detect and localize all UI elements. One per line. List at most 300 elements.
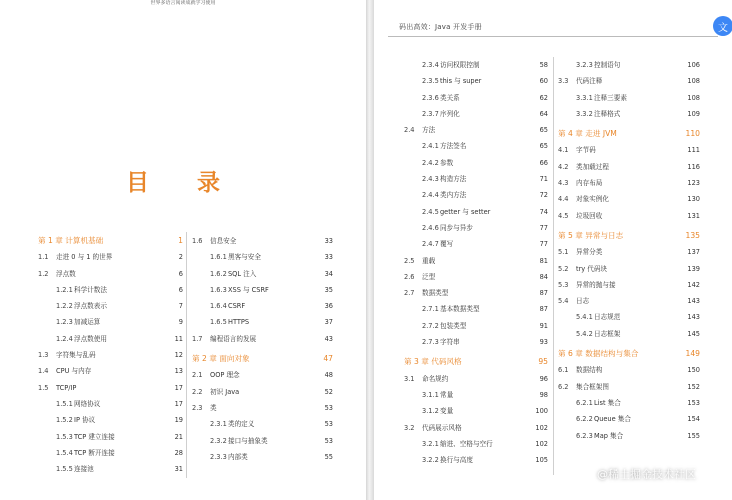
entry-title: 同步与异步 xyxy=(440,223,473,232)
entry-title: 第 6 章 数据结构与集合 xyxy=(558,349,639,359)
entry-title: 字节码 xyxy=(576,146,596,155)
toc-title: 目 录 xyxy=(125,169,240,196)
toc-entry[interactable] xyxy=(404,236,548,252)
page-number: 110 xyxy=(685,129,700,139)
page-number: 19 xyxy=(174,416,183,425)
page-number: 1 xyxy=(178,236,183,245)
toc-entry[interactable] xyxy=(558,362,700,378)
toc-entry[interactable] xyxy=(558,106,700,122)
page-number: 36 xyxy=(324,302,333,311)
entry-number: 1.6.3 xyxy=(210,285,227,294)
entry-number: 6.2.1 xyxy=(576,398,593,407)
right-page xyxy=(374,0,732,500)
page-number: 7 xyxy=(178,302,183,311)
page-number: 93 xyxy=(539,338,548,347)
toc-entry[interactable] xyxy=(192,266,333,282)
toc-entry[interactable] xyxy=(38,396,183,412)
entry-title: SQL 注入 xyxy=(228,269,257,278)
entry-number: 2.3.2 xyxy=(210,436,227,445)
entry-number: 1.2.3 xyxy=(56,318,73,327)
entry-title: 代码注释 xyxy=(576,77,603,86)
entry-title: 编程语言的发展 xyxy=(210,334,257,343)
entry-title: List 集合 xyxy=(594,398,621,407)
entry-title: 序列化 xyxy=(440,109,460,118)
entry-number: 6.2 xyxy=(558,382,569,391)
page-number: 11 xyxy=(174,334,183,343)
toc-entry[interactable] xyxy=(404,57,548,73)
page-number: 139 xyxy=(687,264,700,273)
page-number: 81 xyxy=(539,256,548,265)
column-divider xyxy=(186,232,187,478)
entry-title: 日志规范 xyxy=(594,313,621,322)
column-divider xyxy=(553,57,554,475)
toc-entry[interactable] xyxy=(558,73,700,89)
toc-entry[interactable] xyxy=(558,208,700,224)
entry-title: 网络协议 xyxy=(74,399,101,408)
page-number: 13 xyxy=(174,367,183,376)
entry-title: 垃圾回收 xyxy=(576,211,603,220)
entry-number: 1.5.1 xyxy=(56,399,73,408)
entry-title: 代码展示风格 xyxy=(422,423,462,432)
entry-title: 信息安全 xyxy=(210,237,237,245)
entry-number: 4.3 xyxy=(558,179,569,188)
page-number: 37 xyxy=(324,318,333,327)
page-number: 12 xyxy=(174,351,183,360)
page-number: 95 xyxy=(538,357,548,367)
toc-entry[interactable] xyxy=(404,171,548,187)
toc-entry[interactable] xyxy=(558,90,700,106)
entry-title: CSRF xyxy=(228,302,246,311)
toc-entry[interactable] xyxy=(404,420,548,436)
page-number: 149 xyxy=(685,349,700,359)
page-number: 108 xyxy=(687,77,700,86)
toc-entry[interactable] xyxy=(404,403,548,419)
entry-title: 构造方法 xyxy=(440,175,467,184)
page-number: 143 xyxy=(687,297,700,306)
entry-number: 5.4.2 xyxy=(576,329,593,338)
toc-entry[interactable] xyxy=(38,282,183,298)
page-number: 34 xyxy=(324,269,333,278)
toc-entry[interactable] xyxy=(192,367,333,383)
entry-title: Queue 集合 xyxy=(594,415,631,424)
page-number: 96 xyxy=(539,374,548,383)
entry-number: 3.1.1 xyxy=(422,390,439,399)
entry-number: 6.1 xyxy=(558,366,569,375)
entry-number: 3.1 xyxy=(404,374,415,383)
page-number: 123 xyxy=(687,179,700,188)
entry-number: 1.2.4 xyxy=(56,334,73,343)
page-number: 98 xyxy=(539,390,548,399)
toc-entry[interactable] xyxy=(38,461,183,477)
entry-title: 连接池 xyxy=(74,465,94,474)
entry-title: TCP 断开连接 xyxy=(74,448,115,457)
toc-entry[interactable] xyxy=(558,277,700,293)
toc-entry[interactable] xyxy=(404,122,548,138)
entry-number: 3.3.2 xyxy=(576,109,593,118)
page-number: 131 xyxy=(687,211,700,220)
toc-entry[interactable] xyxy=(38,380,183,396)
toc-entry[interactable] xyxy=(558,395,700,411)
page-number: 17 xyxy=(174,383,183,392)
page-number: 2 xyxy=(178,253,183,262)
toc-entry[interactable] xyxy=(404,334,548,350)
entry-number: 1.6.2 xyxy=(210,269,227,278)
entry-title: TCP/IP xyxy=(56,383,77,392)
page-number: 48 xyxy=(324,371,333,380)
entry-title: 类的定义 xyxy=(228,420,255,429)
toc-entry[interactable] xyxy=(404,187,548,203)
page-number: 154 xyxy=(687,415,700,424)
page-number: 60 xyxy=(539,77,548,86)
entry-title: OOP 理念 xyxy=(210,371,240,380)
page-number: 31 xyxy=(174,465,183,474)
entry-number: 2.4.6 xyxy=(422,223,439,232)
entry-number: 2.4.3 xyxy=(422,175,439,184)
entry-number: 2.3.7 xyxy=(422,109,439,118)
entry-title: 日志 xyxy=(576,297,590,306)
entry-title: 浮点数使用 xyxy=(74,334,107,343)
chapter-entry[interactable] xyxy=(38,233,183,249)
toc-entry[interactable] xyxy=(404,269,548,285)
top-watermark: 世界多语言阅读成就学习使用 xyxy=(150,0,216,6)
entry-number: 1.1 xyxy=(38,253,49,262)
entry-title: 缩进、空格与空行 xyxy=(440,439,493,448)
toc-entry[interactable] xyxy=(38,314,183,330)
toc-entry[interactable] xyxy=(38,429,183,445)
toc-entry[interactable] xyxy=(192,331,333,347)
entry-title: 类 xyxy=(210,403,217,412)
page-number: 65 xyxy=(539,142,548,151)
toc-entry[interactable] xyxy=(404,204,548,220)
entry-number: 2.3.4 xyxy=(422,61,439,69)
entry-title: 字符串 xyxy=(440,338,460,347)
toc-entry[interactable] xyxy=(192,400,333,416)
page-number: 130 xyxy=(687,195,700,204)
toc-entry[interactable] xyxy=(404,73,548,89)
entry-title: 类内方法 xyxy=(440,191,467,200)
toc-entry[interactable] xyxy=(38,347,183,363)
entry-number: 5.2 xyxy=(558,264,569,273)
page-number: 47 xyxy=(323,354,333,364)
page-number: 58 xyxy=(539,61,548,69)
entry-number: 3.1.2 xyxy=(422,407,439,416)
toc-entry[interactable] xyxy=(38,331,183,347)
toc-entry[interactable] xyxy=(192,433,333,449)
page-number: 9 xyxy=(178,318,183,327)
entry-number: 3.2 xyxy=(404,423,415,432)
entry-number: 2.3.5 xyxy=(422,77,439,86)
page-number: 102 xyxy=(535,439,548,448)
entry-number: 1.4 xyxy=(38,367,49,376)
entry-number: 1.6 xyxy=(192,237,203,245)
entry-number: 3.2.1 xyxy=(422,439,439,448)
entry-title: this 与 super xyxy=(440,77,482,86)
entry-number: 2.2 xyxy=(192,387,203,396)
toc-entry[interactable] xyxy=(558,326,700,342)
entry-title: 访问权限控制 xyxy=(440,61,480,69)
entry-number: 3.2.2 xyxy=(422,456,439,465)
toc-entry[interactable] xyxy=(558,379,700,395)
page-number: 35 xyxy=(324,285,333,294)
entry-title: try 代码块 xyxy=(576,264,608,273)
entry-title: 异常的抛与接 xyxy=(576,280,616,289)
toc-entry[interactable] xyxy=(404,90,548,106)
page-number: 84 xyxy=(539,272,548,281)
entry-title: 浮点数表示 xyxy=(74,302,107,311)
entry-title: CPU 与内存 xyxy=(56,367,92,376)
entry-number: 6.2.3 xyxy=(576,431,593,440)
entry-number: 5.4.1 xyxy=(576,313,593,322)
page-number: 111 xyxy=(687,146,700,155)
toc-entry[interactable] xyxy=(38,445,183,461)
entry-title: 方法签名 xyxy=(440,142,467,151)
entry-title: 科学计数法 xyxy=(74,285,107,294)
entry-number: 2.4.2 xyxy=(422,158,439,167)
entry-number: 2.4 xyxy=(404,126,415,135)
toc-entry[interactable] xyxy=(404,387,548,403)
toc-entry[interactable] xyxy=(38,266,183,282)
page-number: 143 xyxy=(687,313,700,322)
page-number: 6 xyxy=(178,269,183,278)
page-number: 142 xyxy=(687,280,700,289)
entry-title: HTTPS xyxy=(228,318,250,327)
entry-title: 走进 0 与 1 的世界 xyxy=(56,253,113,262)
entry-number: 3.3.1 xyxy=(576,93,593,102)
page-number: 6 xyxy=(178,285,183,294)
entry-title: 命名规约 xyxy=(422,374,449,383)
entry-number: 3.3 xyxy=(558,77,569,86)
entry-title: 包装类型 xyxy=(440,321,467,330)
page-number: 87 xyxy=(539,305,548,314)
entry-number: 2.3.3 xyxy=(210,452,227,461)
toc-entry[interactable] xyxy=(404,106,548,122)
toc-entry[interactable] xyxy=(192,282,333,298)
entry-number: 2.4.1 xyxy=(422,142,439,151)
page-number: 17 xyxy=(174,399,183,408)
chapter-entry[interactable] xyxy=(404,354,548,370)
entry-number: 5.1 xyxy=(558,248,569,257)
translate-icon[interactable]: 文 xyxy=(713,16,732,36)
entry-number: 2.3 xyxy=(192,403,203,412)
entry-title: 第 1 章 计算机基础 xyxy=(38,236,104,245)
page-number: 87 xyxy=(539,289,548,298)
entry-title: 浮点数 xyxy=(56,269,76,278)
entry-number: 1.6.4 xyxy=(210,302,227,311)
entry-number: 2.7.1 xyxy=(422,305,439,314)
page-number: 53 xyxy=(324,420,333,429)
entry-title: 方法 xyxy=(422,126,436,135)
toc-entry[interactable] xyxy=(558,309,700,325)
toc-entry[interactable] xyxy=(558,175,700,191)
toc-entry[interactable] xyxy=(558,261,700,277)
entry-title: 类关系 xyxy=(440,93,460,102)
entry-number: 1.5.4 xyxy=(56,448,73,457)
entry-title: 加减运算 xyxy=(74,318,101,327)
entry-title: 内存布局 xyxy=(576,179,603,188)
toc-entry[interactable] xyxy=(192,233,333,249)
toc-entry[interactable] xyxy=(192,298,333,314)
entry-number: 1.2.2 xyxy=(56,302,73,311)
entry-title: 类加载过程 xyxy=(576,162,609,171)
page-number: 105 xyxy=(535,456,548,465)
toc-entry[interactable] xyxy=(38,298,183,314)
entry-number: 3.2.3 xyxy=(576,61,593,69)
entry-title: 基本数据类型 xyxy=(440,305,480,314)
entry-title: 日志框架 xyxy=(594,329,621,338)
entry-title: 异常分类 xyxy=(576,248,603,257)
page-number: 153 xyxy=(687,398,700,407)
entry-title: 第 2 章 面向对象 xyxy=(192,354,250,364)
page-number: 77 xyxy=(539,223,548,232)
page-number: 77 xyxy=(539,240,548,249)
entry-number: 1.6.1 xyxy=(210,253,227,262)
entry-title: 变量 xyxy=(440,407,454,416)
entry-title: 控制语句 xyxy=(594,61,621,69)
entry-number: 4.2 xyxy=(558,162,569,171)
entry-number: 4.5 xyxy=(558,211,569,220)
entry-title: Map 集合 xyxy=(594,431,624,440)
toc-entry[interactable] xyxy=(192,314,333,330)
toc-entry[interactable] xyxy=(558,293,700,309)
running-header: 码出高效：Java 开发手册 xyxy=(399,23,482,31)
toc-entry[interactable] xyxy=(558,244,700,260)
chapter-entry[interactable] xyxy=(558,346,700,362)
entry-number: 6.2.2 xyxy=(576,415,593,424)
toc-entry[interactable] xyxy=(404,138,548,154)
entry-title: 常量 xyxy=(440,390,454,399)
toc-entry[interactable] xyxy=(558,142,700,158)
entry-title: 覆写 xyxy=(440,240,454,249)
toc-entry[interactable] xyxy=(38,363,183,379)
page-number: 135 xyxy=(685,230,700,240)
entry-number: 2.3.6 xyxy=(422,93,439,102)
toc-entry[interactable] xyxy=(404,301,548,317)
entry-title: 数据类型 xyxy=(422,289,449,298)
toc-entry[interactable] xyxy=(404,371,548,387)
toc-entry[interactable] xyxy=(38,412,183,428)
entry-title: 泛型 xyxy=(422,272,436,281)
page-number: 108 xyxy=(687,93,700,102)
entry-number: 1.2.1 xyxy=(56,285,73,294)
entry-number: 1.5 xyxy=(38,383,49,392)
page-number: 100 xyxy=(535,407,548,416)
entry-number: 1.7 xyxy=(192,334,203,343)
entry-number: 2.4.7 xyxy=(422,240,439,249)
page-number: 72 xyxy=(539,191,548,200)
entry-number: 2.7 xyxy=(404,289,415,298)
toc-entry[interactable] xyxy=(404,436,548,452)
book-gutter xyxy=(366,0,374,500)
page-number: 102 xyxy=(535,423,548,432)
toc-entry[interactable] xyxy=(192,416,333,432)
toc-entry[interactable] xyxy=(558,191,700,207)
page-number: 28 xyxy=(174,448,183,457)
entry-title: 对象实例化 xyxy=(576,195,609,204)
entry-number: 5.4 xyxy=(558,297,569,306)
entry-title: 参数 xyxy=(440,158,454,167)
page-number: 53 xyxy=(324,403,333,412)
entry-number: 2.5 xyxy=(404,256,415,265)
toc-column-right-2 xyxy=(558,57,700,444)
toc-entry[interactable] xyxy=(404,285,548,301)
toc-entry[interactable] xyxy=(404,318,548,334)
page-number: 21 xyxy=(174,432,183,441)
toc-entry[interactable] xyxy=(558,428,700,444)
page-number: 150 xyxy=(687,366,700,375)
page-number: 52 xyxy=(324,387,333,396)
entry-title: 集合框架图 xyxy=(576,382,609,391)
entry-number: 1.6.5 xyxy=(210,318,227,327)
toc-entry[interactable] xyxy=(404,220,548,236)
page-number: 91 xyxy=(539,321,548,330)
toc-entry[interactable] xyxy=(192,249,333,265)
toc-entry[interactable] xyxy=(404,253,548,269)
entry-title: 第 5 章 异常与日志 xyxy=(558,230,624,240)
toc-entry[interactable] xyxy=(192,449,333,465)
toc-entry[interactable] xyxy=(558,159,700,175)
entry-number: 1.5.2 xyxy=(56,416,73,425)
page-number: 71 xyxy=(539,175,548,184)
entry-number: 4.4 xyxy=(558,195,569,204)
entry-title: 第 4 章 走进 JVM xyxy=(558,129,617,139)
page-number: 74 xyxy=(539,207,548,216)
page-number: 62 xyxy=(539,93,548,102)
page-number: 109 xyxy=(687,109,700,118)
page-number: 65 xyxy=(539,126,548,135)
entry-title: 内部类 xyxy=(228,452,248,461)
entry-title: 黑客与安全 xyxy=(228,253,261,262)
page-number: 116 xyxy=(687,162,700,171)
entry-number: 5.3 xyxy=(558,280,569,289)
page-number: 43 xyxy=(324,334,333,343)
page-number: 152 xyxy=(687,382,700,391)
toc-entry[interactable] xyxy=(38,249,183,265)
toc-column-right-1 xyxy=(404,57,548,468)
toc-entry[interactable] xyxy=(192,384,333,400)
toc-entry[interactable] xyxy=(558,411,700,427)
entry-number: 2.7.3 xyxy=(422,338,439,347)
entry-number: 2.3.1 xyxy=(210,420,227,429)
page-number: 53 xyxy=(324,436,333,445)
toc-entry[interactable] xyxy=(404,155,548,171)
entry-number: 1.3 xyxy=(38,351,49,360)
page-number: 64 xyxy=(539,109,548,118)
entry-title: TCP 建立连接 xyxy=(74,432,115,441)
entry-title: 接口与抽象类 xyxy=(228,436,268,445)
entry-title: 注释三要素 xyxy=(594,93,627,102)
toc-entry[interactable] xyxy=(558,57,700,73)
site-logo: @稀土掘金技术社区 xyxy=(597,468,696,481)
chapter-entry[interactable] xyxy=(558,126,700,142)
entry-number: 2.7.2 xyxy=(422,321,439,330)
entry-number: 1.2 xyxy=(38,269,49,278)
entry-title: 注释格式 xyxy=(594,109,621,118)
toc-entry[interactable] xyxy=(404,452,548,468)
entry-title: 重载 xyxy=(422,256,436,265)
chapter-entry[interactable] xyxy=(192,351,333,367)
entry-title: 字符集与乱码 xyxy=(56,351,96,360)
entry-number: 2.6 xyxy=(404,272,415,281)
chapter-entry[interactable] xyxy=(558,228,700,244)
header-rule xyxy=(388,36,718,37)
page-number: 137 xyxy=(687,248,700,257)
page-number: 33 xyxy=(324,237,333,245)
page-number: 145 xyxy=(687,329,700,338)
entry-number: 4.1 xyxy=(558,146,569,155)
page-number: 33 xyxy=(324,253,333,262)
entry-title: 数据结构 xyxy=(576,366,603,375)
page-number: 106 xyxy=(687,61,700,69)
